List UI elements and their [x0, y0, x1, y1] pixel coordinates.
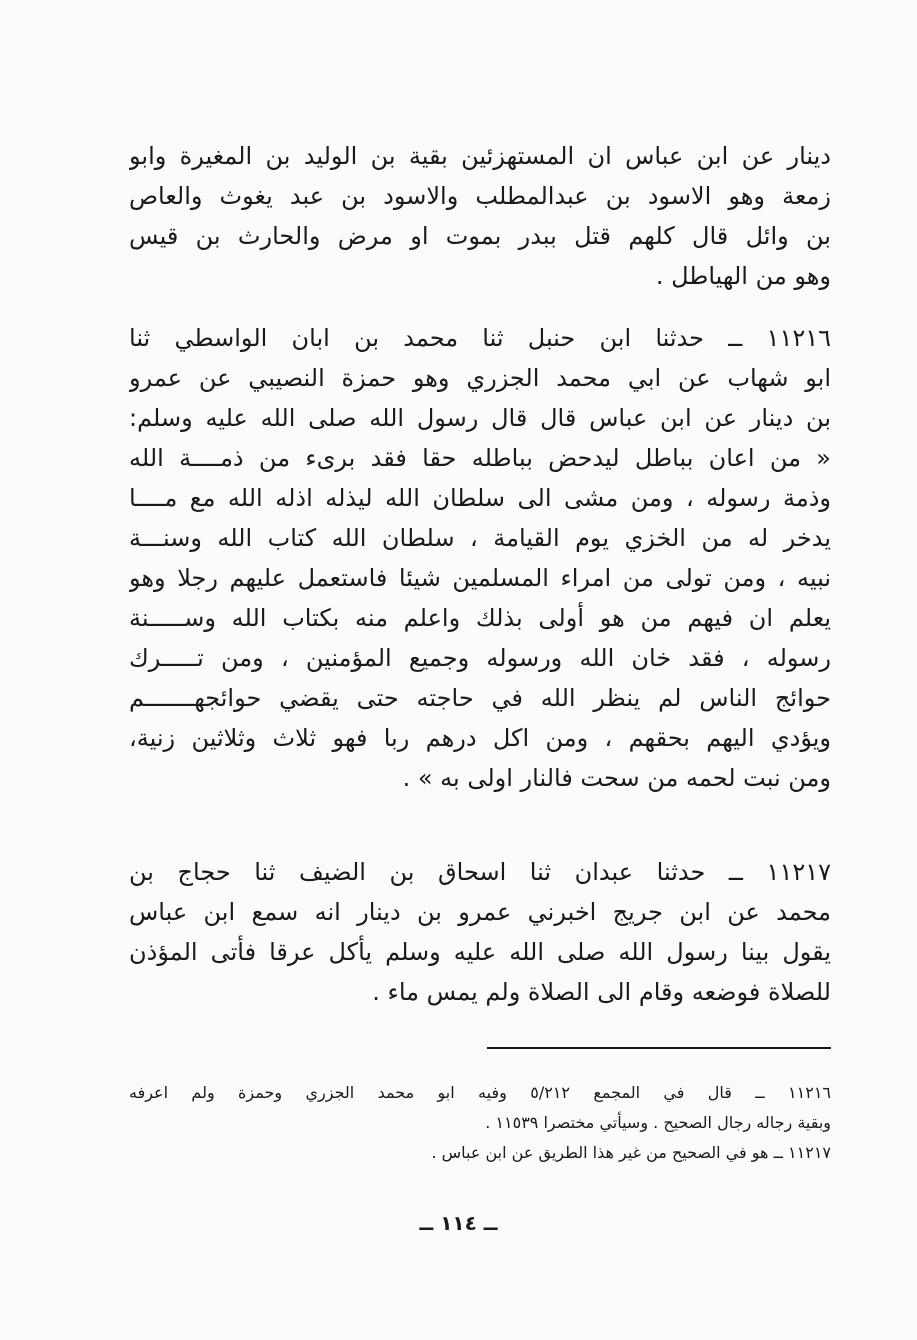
text-line: نبيه ، ومن تولى من امراء المسلمين شيئا فاستعمل عليهم رجلا وهو: [129, 564, 831, 592]
text-line: وذمة رسوله ، ومن مشى الى سلطان الله ليذله اذله الله مع مــــا: [129, 484, 831, 512]
text-line: وهو من الهياطل .: [655, 262, 831, 290]
hadith-11216: [129, 318, 831, 798]
page-number: ــ ١١٤ ــ: [419, 1211, 498, 1235]
text-line: حوائج الناس لم ينظر الله في حاجته حتى يقضي حوائجهـــــــم: [129, 684, 831, 712]
footnote-line: ١١٢١٧ ــ هو في الصحيح من غير هذا الطريق عن ابن عباس .: [431, 1143, 831, 1162]
footnote-line: وبقية رجاله رجال الصحيح . وسيأتي مختصرا ١١٥٣٩ .: [485, 1113, 831, 1132]
paragraph-continuation: [129, 136, 831, 296]
footnotes: [129, 1078, 831, 1168]
text-line: ١١٢١٦ ــ حدثنا ابن حنبل ثنا محمد بن ابان الواسطي ثنا: [129, 324, 831, 352]
footnote-divider: [487, 1047, 831, 1049]
hadith-11217: [129, 852, 831, 1012]
text-line: محمد عن ابن جريج اخبرني عمرو بن دينار انه سمع ابن عباس: [129, 898, 831, 926]
text-line: دينار عن ابن عباس ان المستهزئين بقية بن الوليد بن المغيرة وابو: [129, 142, 831, 170]
text-line: « من اعان بباطل ليدحض بباطله حقا فقد برىء من ذمــــة الله: [129, 444, 831, 472]
text-line: ١١٢١٧ ــ حدثنا عبدان ثنا اسحاق بن الضيف ثنا حجاج بن: [129, 858, 831, 886]
text-line: ومن نبت لحمه من سحت فالنار اولى به » .: [402, 764, 831, 792]
text-line: يدخر له من الخزي يوم القيامة ، سلطان الله كتاب الله وسنـــة: [129, 524, 831, 552]
text-line: للصلاة فوضعه وقام الى الصلاة ولم يمس ماء .: [372, 978, 831, 1006]
text-line: رسوله ، فقد خان الله ورسوله وجميع المؤمنين ، ومن تـــــرك: [129, 644, 831, 672]
text-line: ويؤدي اليهم بحقهم ، ومن اكل درهم ربا فهو ثلاث وثلاثين زنية،: [129, 724, 831, 752]
text-line: زمعة وهو الاسود بن عبدالمطلب والاسود بن عبد يغوث والعاص: [129, 182, 831, 210]
text-line: بن دينار عن ابن عباس قال قال رسول الله صلى الله عليه وسلم:: [129, 404, 831, 432]
text-line: بن وائل قال كلهم قتل ببدر بموت او مرض والحارث بن قيس: [129, 222, 831, 250]
text-line: يقول بينا رسول الله صلى الله عليه وسلم يأكل عرقا فأتى المؤذن: [129, 938, 831, 966]
footnote-line: ١١٢١٦ ــ قال في المجمع ٥/٢١٢ وفيه ابو محمد الجزري وحمزة ولم اعرفه: [129, 1083, 831, 1102]
text-line: ابو شهاب عن ابي محمد الجزري وهو حمزة النصيبي عن عمرو: [129, 364, 831, 392]
text-line: يعلم ان فيهم من هو أولى بذلك واعلم منه بكتاب الله وســـــنة: [129, 604, 831, 632]
